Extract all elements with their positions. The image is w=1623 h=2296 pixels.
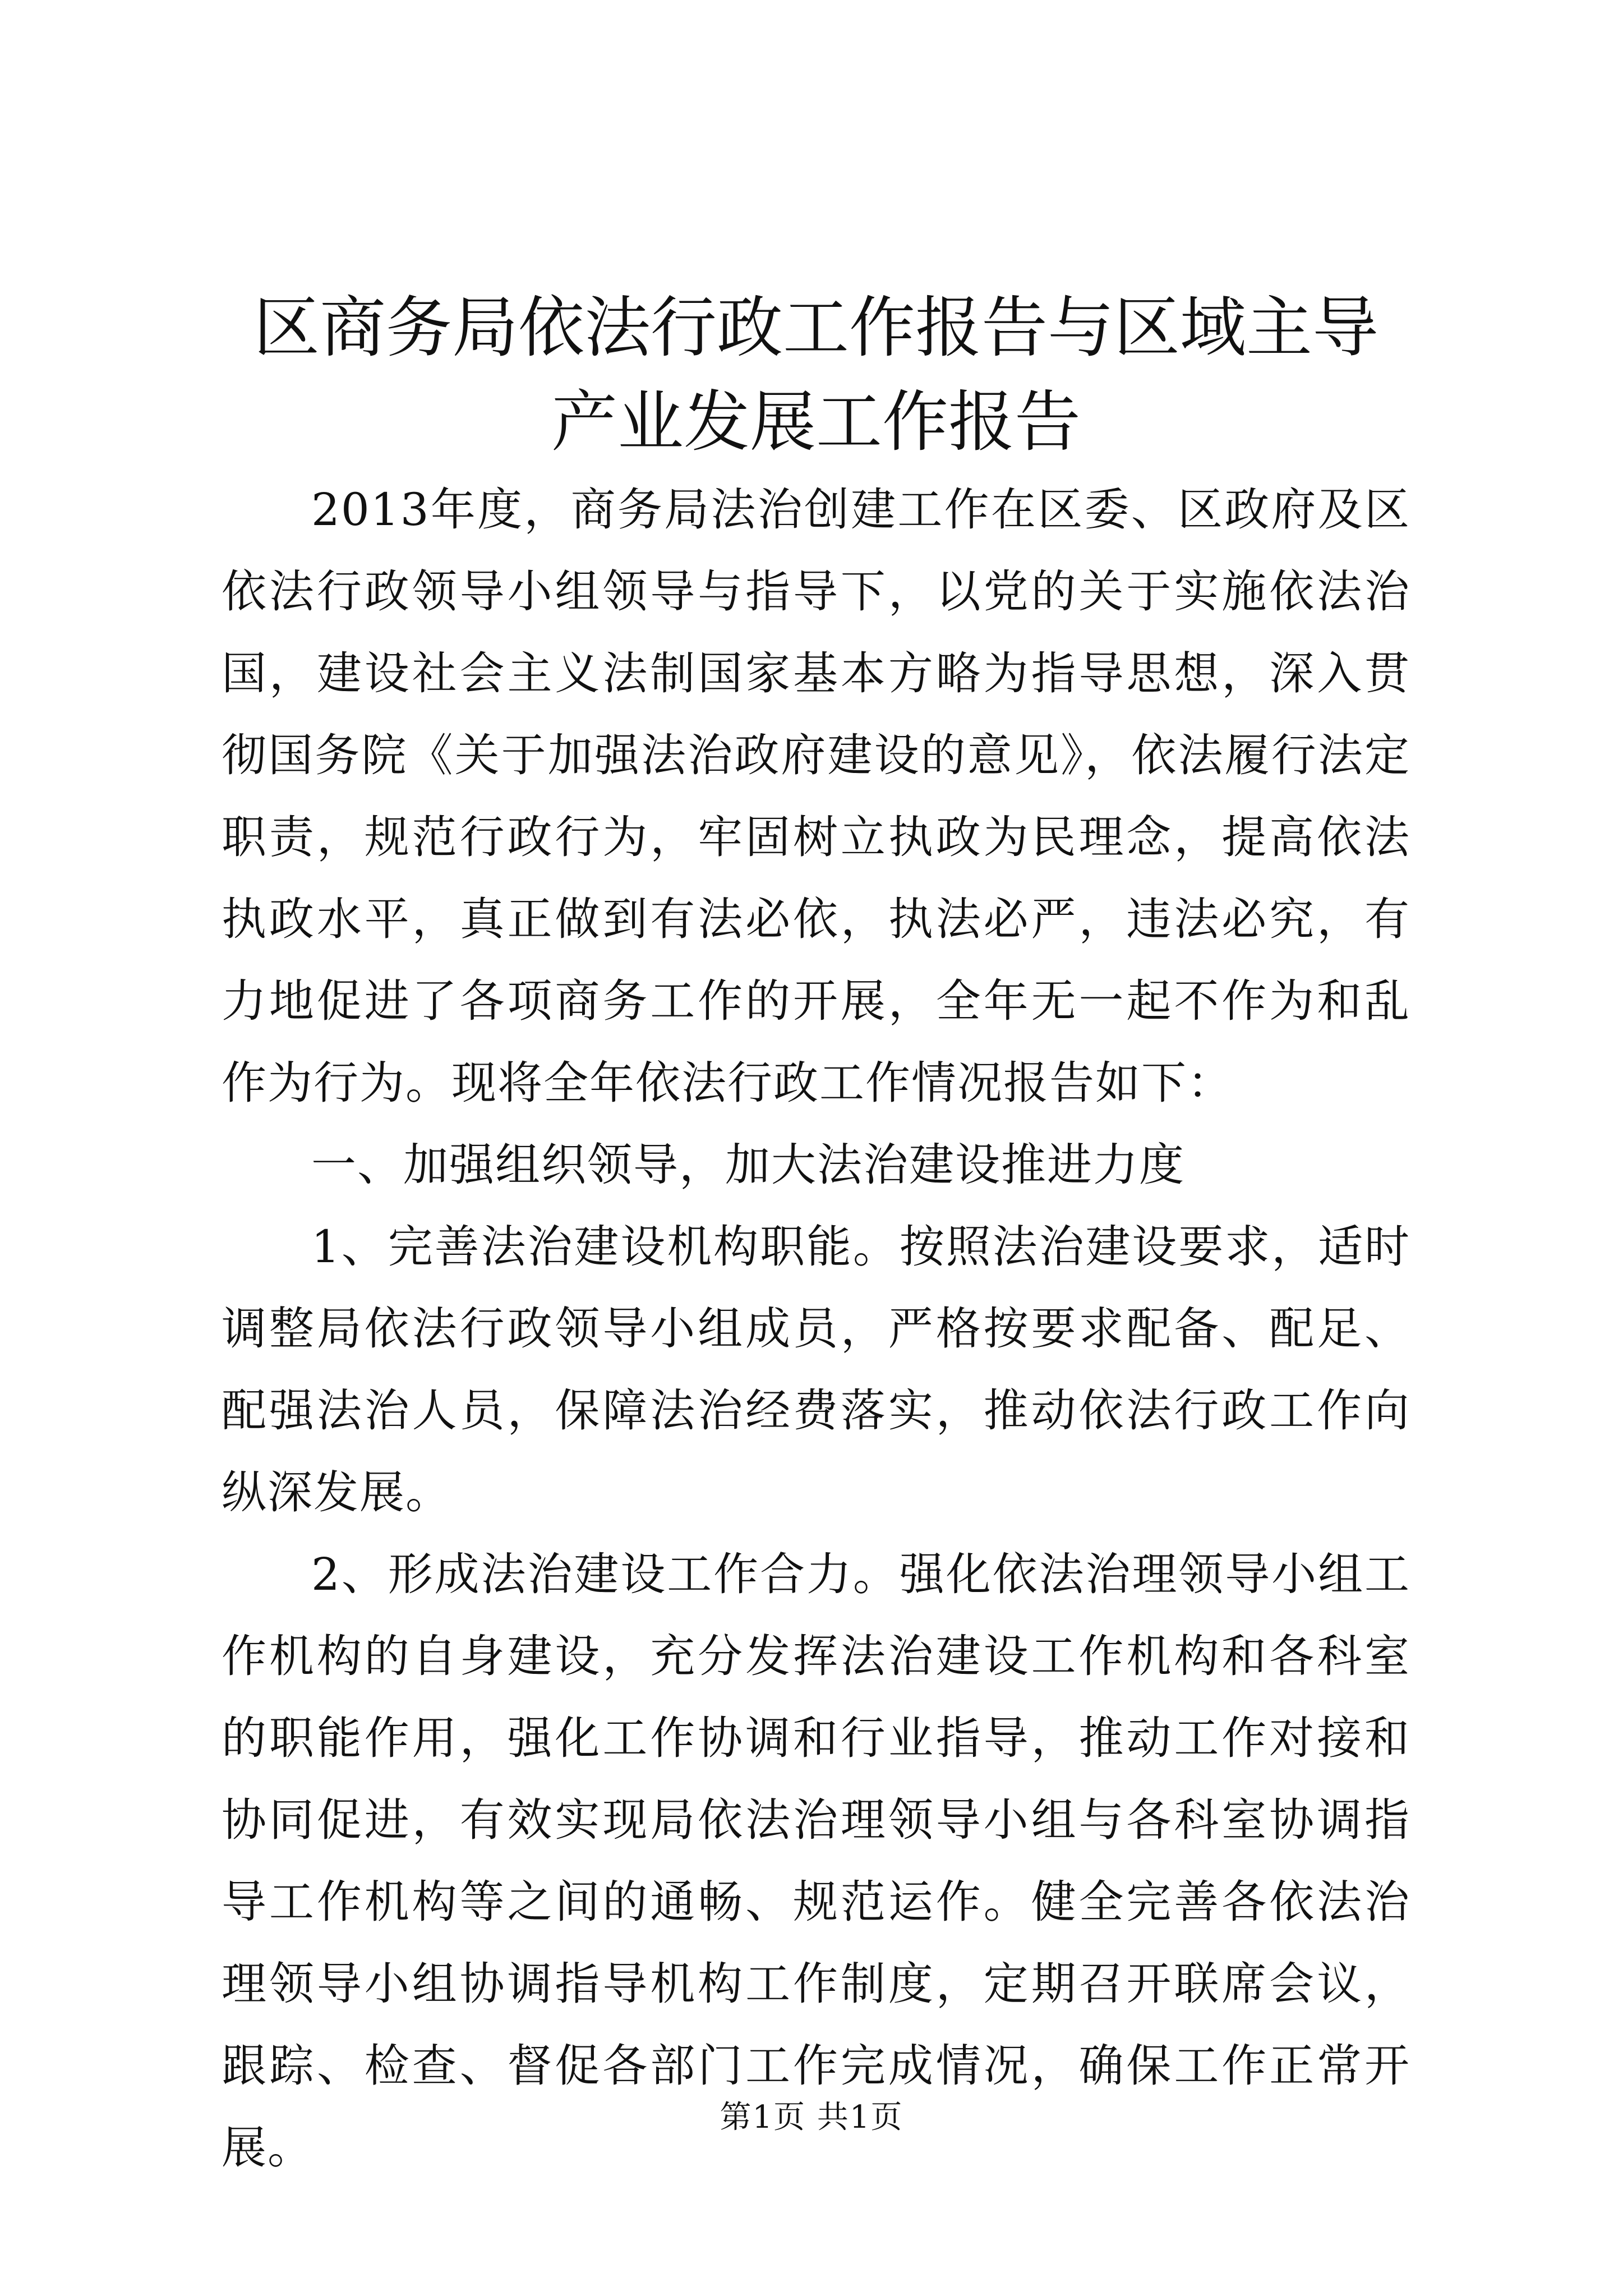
page-footer: 第1页 共1页 (720, 2099, 903, 2136)
section-heading-1: 一、加强组织领导，加大法治建设推进力度 (311, 1139, 1185, 1191)
document-body (222, 280, 1410, 2189)
document-title: 区商务局依法行政工作报告与区域主导产业发展工作报告 (253, 289, 1378, 461)
paragraph-item-2: 2、形成法治建设工作合力。强化依法治理领导小组工作机构的自身建设，充分发挥法治建设工作机构和各科室的职能作用，强化工作协调和行业指导，推动工作对接和协同促进，有效实现局依法治理领导小组与各科室协调指导工作机构等之间的通畅、规范运作。健全完善各依法治理领导小组协调指导机构工作制度，定期召开联席会议，跟踪、检查、督促各部门工作完成情况，确保工作正常开展。 (222, 1548, 1410, 2174)
paragraph-item-1: 1、完善法治建设机构职能。按照法治建设要求，适时调整局依法行政领导小组成员，严格按要求配备、配足、配强法治人员，保障法治经费落实，推动依法行政工作向纵深发展。 (222, 1221, 1410, 1519)
paragraph-intro: 2013年度，商务局法治创建工作在区委、区政府及区依法行政领导小组领导与指导下，以党的关于实施依法治国，建设社会主义法制国家基本方略为指导思想，深入贯彻国务院《关于加强法治政府建设的意见》，依法履行法定职责，规范行政行为，牢固树立执政为民理念，提高依法执政水平，真正做到有法必依，执法必严，违法必究，有力地促进了各项商务工作的开展，全年无一起不作为和乱作为行为。现将全年依法行政工作情况报告如下： (222, 484, 1410, 1109)
